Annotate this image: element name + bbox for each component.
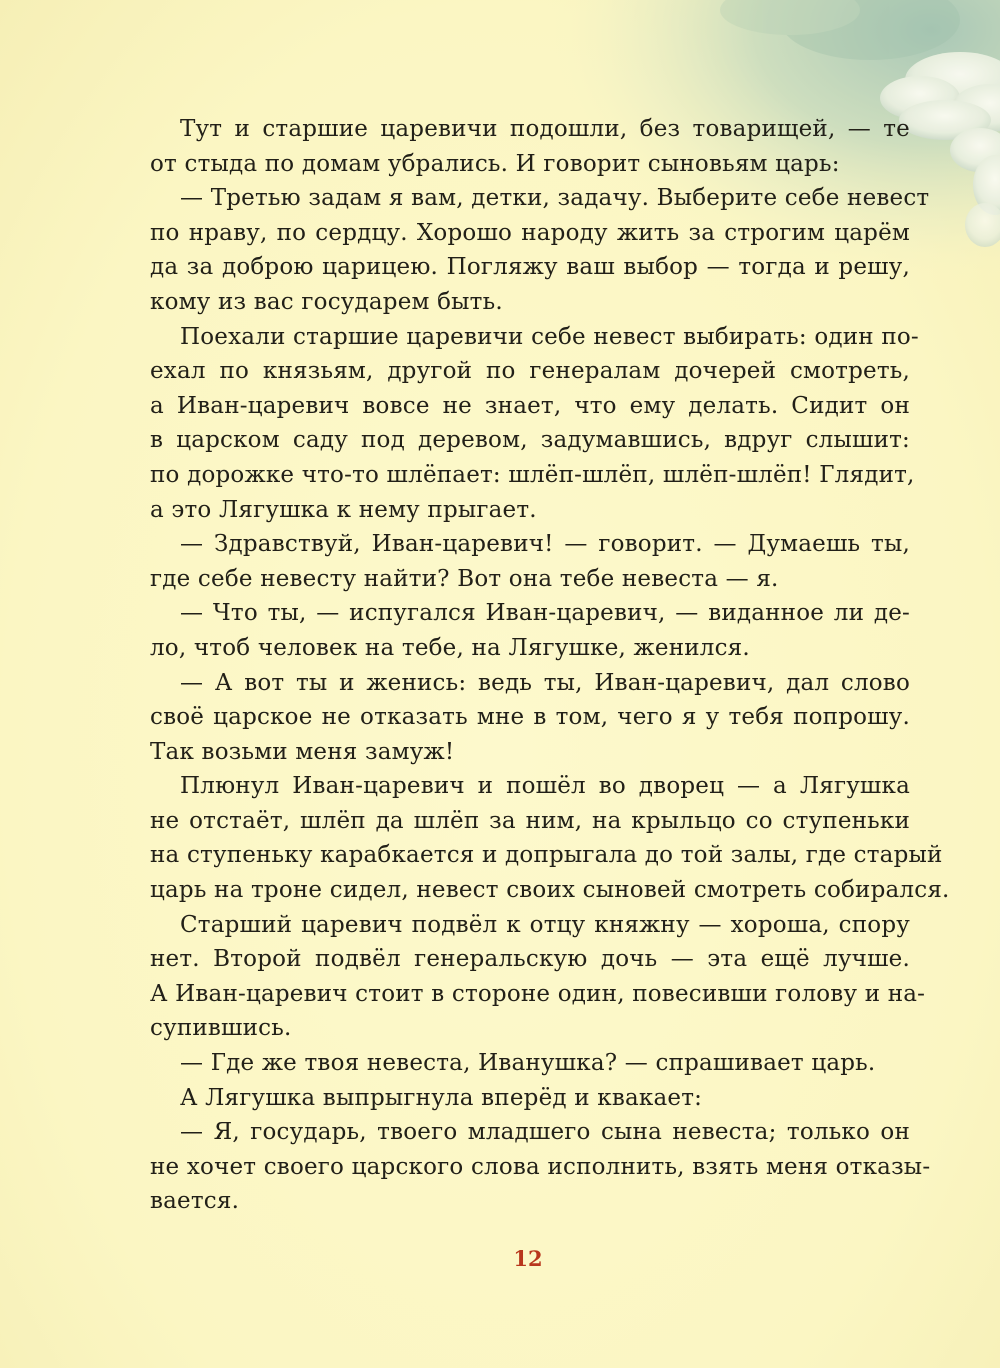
text-line: Старший царевич подвёл к отцу княжну — хороша, спору bbox=[180, 911, 910, 938]
text-line: а Иван-царевич вовсе не знает, что ему делать. Сидит он bbox=[150, 392, 910, 419]
text-line: кому из вас государем быть. bbox=[150, 288, 503, 315]
text-line: — Третью задам я вам, детки, задачу. Выберите себе невест bbox=[180, 185, 930, 212]
text-line: а это Лягушка к нему прыгает. bbox=[150, 496, 537, 523]
story-text bbox=[150, 112, 950, 1219]
text-line: Плюнул Иван-царевич и пошёл во дворец — а Лягушка bbox=[180, 773, 910, 800]
text-line: в царском саду под деревом, задумавшись, вдруг слышит: bbox=[150, 427, 910, 454]
text-line: нет. Второй подвёл генеральскую дочь — эта ещё лучше. bbox=[150, 946, 910, 973]
text-line: — А вот ты и женись: ведь ты, Иван-царевич, дал слово bbox=[180, 669, 910, 696]
text-line: царь на троне сидел, невест своих сыновей смотреть собирался. bbox=[150, 877, 950, 904]
text-line: ехал по князьям, другой по генералам дочерей смотреть, bbox=[150, 358, 910, 385]
text-line: не отстаёт, шлёп да шлёп за ним, на крыльцо со ступеньки bbox=[150, 807, 910, 834]
text-line: — Где же твоя невеста, Иванушка? — спрашивает царь. bbox=[180, 1050, 876, 1077]
text-line: Тут и старшие царевичи подошли, без товарищей, — те bbox=[180, 116, 910, 142]
text-line: А Лягушка выпрыгнула вперёд и квакает: bbox=[180, 1084, 703, 1111]
text-line: по дорожке что-то шлёпает: шлёп-шлёп, шлёп-шлёп! Глядит, bbox=[150, 461, 915, 488]
text-line: своё царское не отказать мне в том, чего я у тебя попрошу. bbox=[150, 704, 910, 731]
page-number: 12 bbox=[513, 1246, 543, 1271]
text-line: по нраву, по сердцу. Хорошо народу жить за строгим царём bbox=[150, 219, 910, 246]
text-line: супившись. bbox=[150, 1015, 292, 1042]
text-line: Поехали старшие царевичи себе невест выбирать: один по- bbox=[180, 323, 919, 350]
text-line: на ступеньку карабкается и допрыгала до той залы, где старый bbox=[150, 842, 943, 869]
text-line: вается. bbox=[150, 1188, 240, 1215]
text-line: — Здравствуй, Иван-царевич! — говорит. — Думаешь ты, bbox=[180, 531, 910, 558]
text-line: где себе невесту найти? Вот она тебе невеста — я. bbox=[150, 565, 779, 592]
text-line: от стыда по домам убрались. И говорит сыновьям царь: bbox=[150, 150, 840, 177]
text-line: — Что ты, — испугался Иван-царевич, — виданное ли де- bbox=[180, 600, 910, 627]
text-line: Так возьми меня замуж! bbox=[150, 738, 455, 765]
text-line: не хочет своего царского слова исполнить, взять меня отказы- bbox=[150, 1153, 931, 1180]
text-line: А Иван-царевич стоит в стороне один, повесивши голову и на- bbox=[150, 980, 926, 1007]
text-line: — Я, государь, твоего младшего сына невеста; только он bbox=[180, 1119, 910, 1146]
text-line: да за доброю царицею. Погляжу ваш выбор — тогда и решу, bbox=[150, 254, 910, 281]
text-line: ло, чтоб человек на тебе, на Лягушке, женился. bbox=[150, 634, 750, 661]
